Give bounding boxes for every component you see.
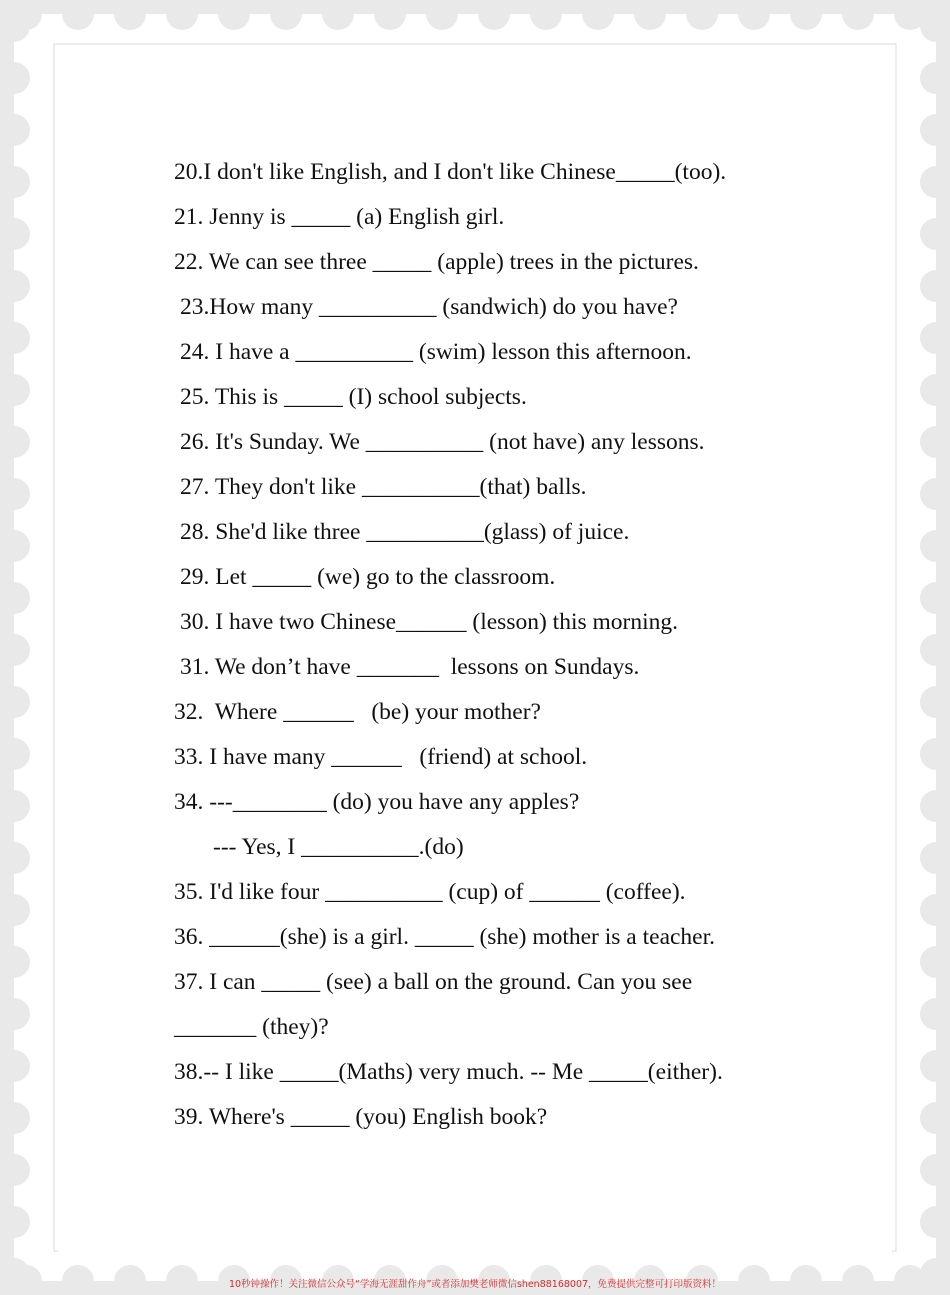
exercise-29: 29. Let _____ (we) go to the classroom. (180, 564, 556, 590)
exercise-23: 23.How many __________ (sandwich) do you have? (180, 294, 678, 320)
exercise-31: 31. We don’t have _______ lessons on Sundays. (180, 654, 640, 680)
exercise-30: 30. I have two Chinese______ (lesson) this morning. (180, 609, 679, 635)
exercise-34: 34. ---________ (do) you have any apples? (174, 789, 580, 815)
exercise-21: 21. Jenny is _____ (a) English girl. (174, 204, 505, 230)
exercise-37: 37. I can _____ (see) a ball on the ground. Can you see (174, 969, 693, 995)
exercise-39: 39. Where's _____ (you) English book? (174, 1104, 548, 1130)
exercise-22: 22. We can see three _____ (apple) trees in the pictures. (174, 249, 699, 275)
footer-promo-text: 10秒钟操作！关注微信公众号“学海无涯甜作舟”或者添加樊老师微信shen88168007，免费提供完整可打印版资料！ (228, 1279, 722, 1290)
exercise-35: 35. I'd like four __________ (cup) of ______ (coffee). (174, 879, 686, 905)
exercise-26: 26. It's Sunday. We __________ (not have) any lessons. (180, 429, 705, 455)
exercise-32: 32. Where ______ (be) your mother? (174, 699, 541, 725)
exercise-34-reply: --- Yes, I __________.(do) (213, 834, 464, 860)
exercise-27: 27. They don't like __________(that) balls. (180, 474, 587, 500)
worksheet-page (58, 48, 892, 1252)
exercise-25: 25. This is _____ (I) school subjects. (180, 384, 527, 410)
exercise-37-continued: _______ (they)? (174, 1014, 329, 1040)
exercise-33: 33. I have many ______ (friend) at school. (174, 744, 588, 770)
exercise-24: 24. I have a __________ (swim) lesson this afternoon. (180, 339, 692, 365)
exercise-20: 20.I don't like English, and I don't like Chinese_____(too). (174, 159, 727, 185)
exercise-36: 36. ______(she) is a girl. _____ (she) mother is a teacher. (174, 924, 716, 950)
exercise-38: 38.-- I like _____(Maths) very much. -- Me _____(either). (174, 1059, 723, 1085)
exercise-28: 28. She'd like three __________(glass) of juice. (180, 519, 630, 545)
